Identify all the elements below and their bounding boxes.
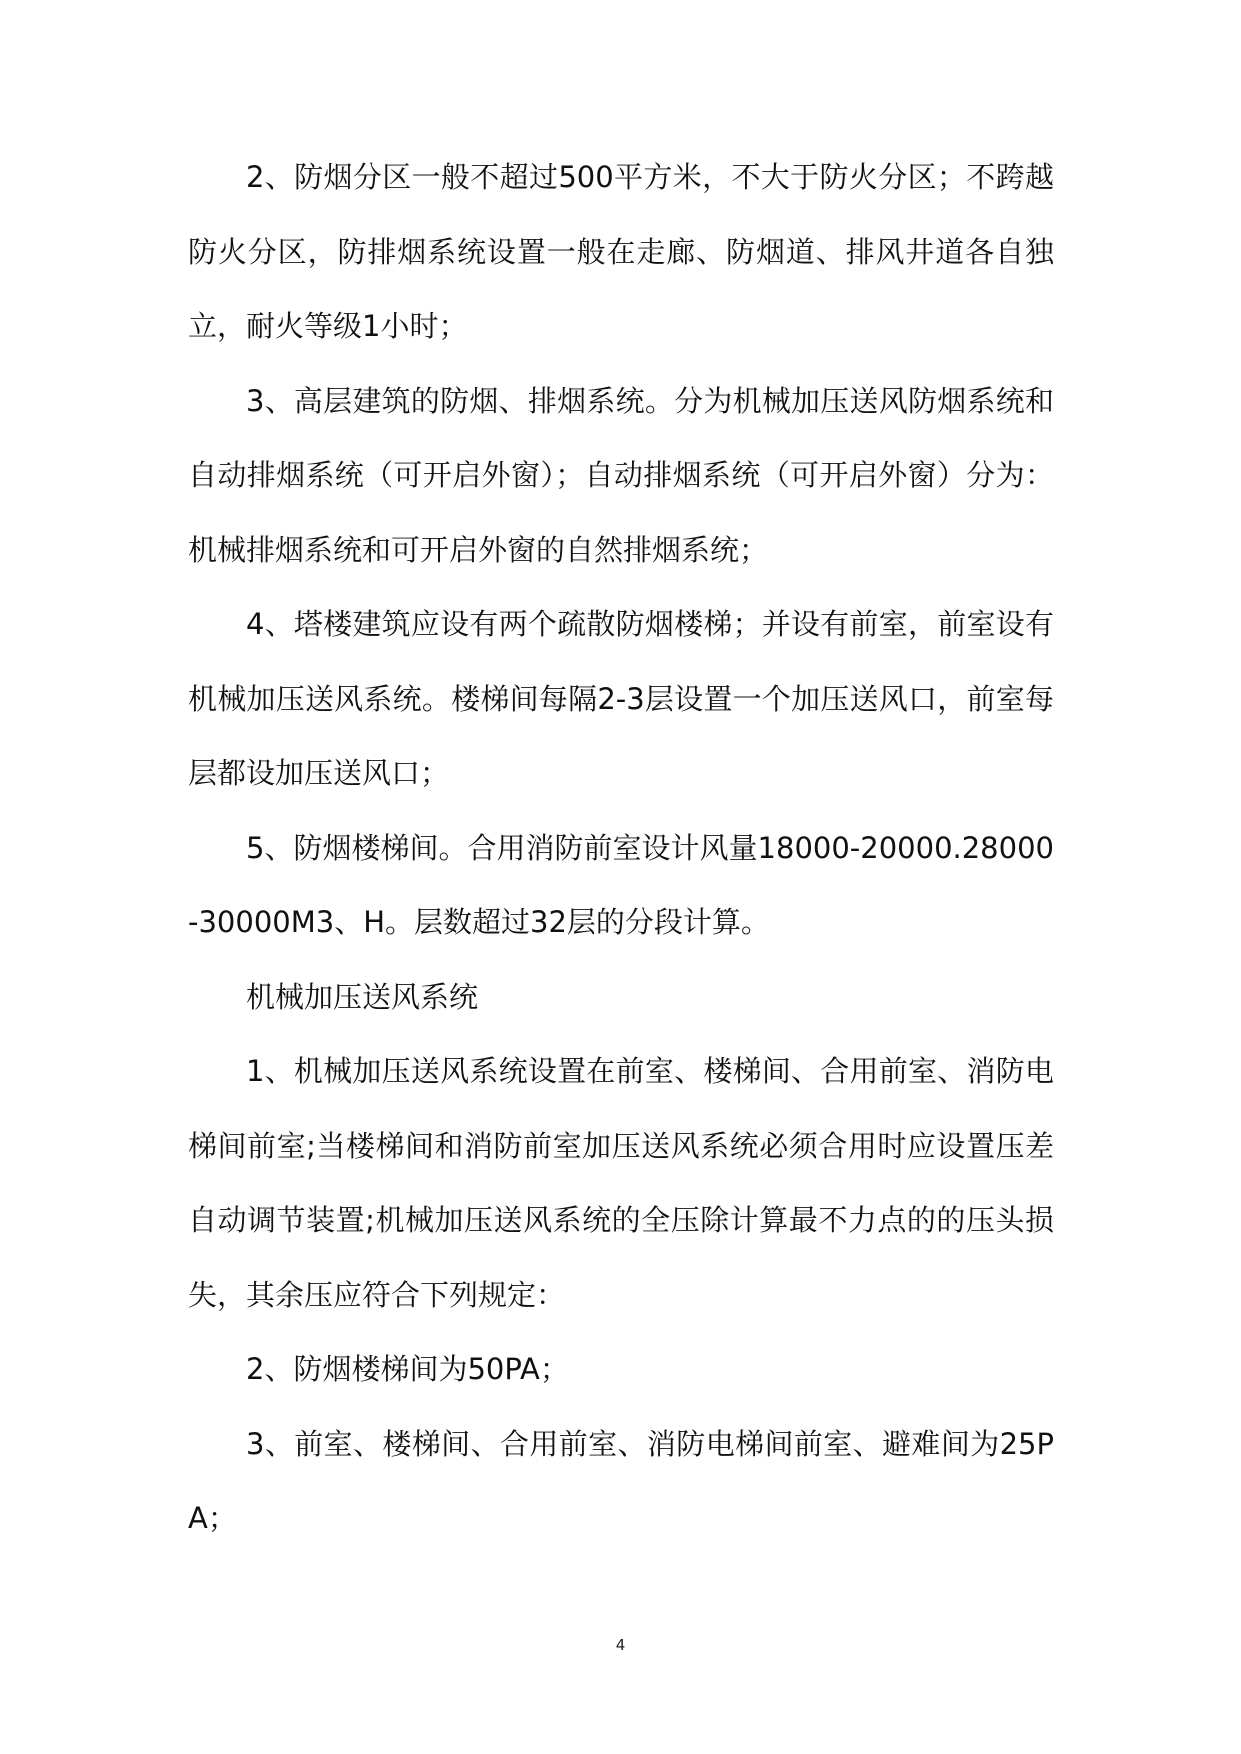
- paragraph-stair-pressure: 2、防烟楼梯间为50PA；: [246, 1352, 569, 1386]
- paragraph-smoke-zone: 2、防烟分区一般不超过500平方米，不大于防火分区；不跨越防火分区，防排烟系统设置一般在走廊、防烟道、排风井道各自独立，耐火等级1小时；: [188, 160, 1054, 343]
- paragraph-anteroom-pressure: 3、前室、楼梯间、合用前室、消防电梯间前室、避难间为25PA；: [188, 1426, 1054, 1535]
- paragraph-highrise-systems: 3、高层建筑的防烟、排烟系统。分为机械加压送风防烟系统和自动排烟系统（可开启外窗）；自动排烟系统（可开启外窗）分为：机械排烟系统和可开启外窗的自然排烟系统；: [188, 383, 1054, 567]
- paragraph-pressurization-setup: 1、机械加压送风系统设置在前室、楼梯间、合用前室、消防电梯间前室;当楼梯间和消防前室加压送风系统必须合用时应设置压差自动调节装置;机械加压送风系统的全压除计算最不力点的的压头损失，其余压应符合下列规定：: [188, 1054, 1054, 1312]
- paragraph-stair-airflow: 5、防烟楼梯间。合用消防前室设计风量18000-20000.28000-30000M3、H。层数超过32层的分段计算。: [188, 830, 1054, 939]
- paragraph-tower-stairs: 4、塔楼建筑应设有两个疏散防烟楼梯；并设有前室，前室设有机械加压送风系统。楼梯间每隔2-3层设置一个加压送风口，前室每层都设加压送风口；: [188, 607, 1054, 790]
- document-body: [188, 140, 1054, 1556]
- page-number: 4: [615, 1636, 626, 1654]
- section-heading-pressurization: 机械加压送风系统: [246, 979, 479, 1014]
